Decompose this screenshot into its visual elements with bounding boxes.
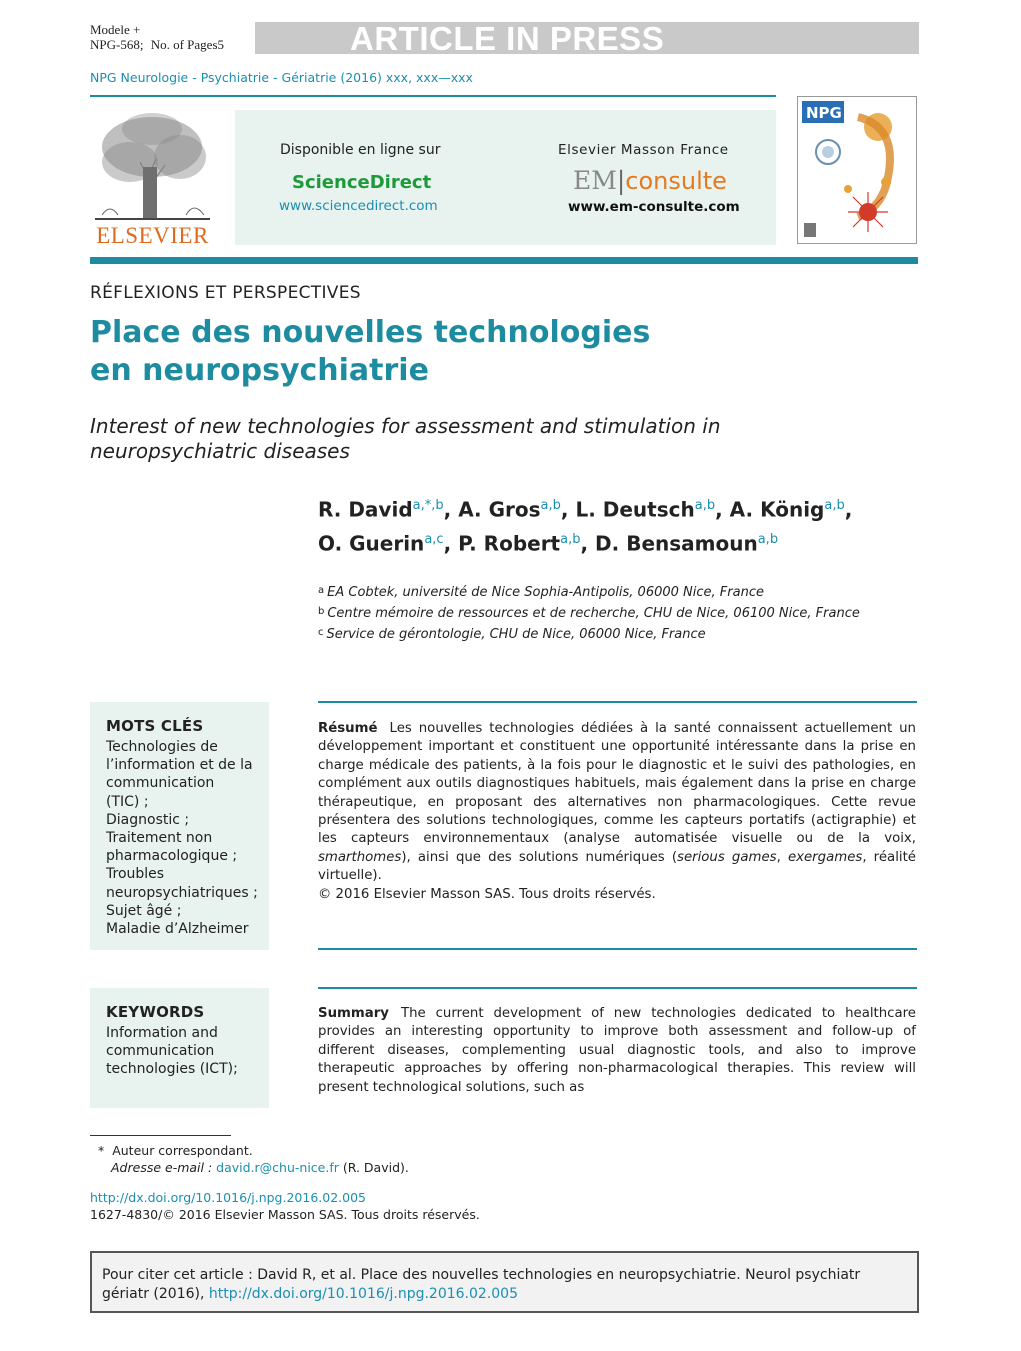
affiliation-text: Centre mémoire de ressources et de recherche, CHU de Nice, 06100 Nice, France bbox=[327, 606, 860, 621]
keyword-line: technologies (ICT); bbox=[106, 1061, 238, 1078]
affiliation-label: c bbox=[318, 627, 324, 638]
citation-doi-link[interactable]: http://dx.doi.org/10.1016/j.npg.2016.02.005 bbox=[208, 1286, 518, 1302]
issn-line: 1627-4830/© 2016 Elsevier Masson SAS. Tous droits réservés. bbox=[90, 1207, 480, 1222]
pages-label: No. of Pages bbox=[150, 37, 218, 52]
citation-text: Pour citer cet article : David R, et al. Place des nouvelles technologies en neuropsychiatrie. Neurol psychiatr gériatr (2016), bbox=[102, 1267, 861, 1302]
keyword-line: Maladie d’Alzheimer bbox=[106, 921, 249, 938]
keywords-en-box bbox=[90, 988, 269, 1108]
subtitle-line-1: Interest of new technologies for assessment and stimulation in bbox=[90, 414, 721, 438]
author-name: R. David bbox=[318, 497, 413, 522]
cover-npg-text: NPG bbox=[806, 104, 842, 122]
summary-top-rule bbox=[318, 987, 917, 989]
author-affiliation-sup[interactable]: a,b bbox=[540, 498, 561, 513]
resume-copyright: © 2016 Elsevier Masson SAS. Tous droits réservés. bbox=[318, 886, 656, 902]
keywords-en-heading: KEYWORDS bbox=[106, 1003, 205, 1021]
em-logo-em: EM bbox=[573, 166, 617, 195]
title-line-2: en neuropsychiatrie bbox=[90, 353, 429, 388]
author-name: A. Gros bbox=[458, 497, 541, 522]
keyword-line: Diagnostic ; bbox=[106, 811, 190, 828]
affiliation-label: b bbox=[318, 606, 325, 617]
author-list: R. David$^{a,*,b}$, A. Gros$^{a,b}$, L. Deutsch$^{a,b}$, A. König$^{a,b}$, O. Guerin$^{a,c}$, P. Robert$^{a,b}$, D. Bensamoun$^{a,b}$ bbox=[318, 497, 853, 556]
footnote-rule bbox=[90, 1135, 231, 1136]
keyword-line: communication bbox=[106, 1043, 215, 1060]
resume-em: smarthomes bbox=[318, 849, 402, 865]
journal-cover-thumbnail[interactable] bbox=[797, 96, 917, 244]
author-name: A. König bbox=[729, 497, 825, 522]
corresponding-author-footnote bbox=[98, 1142, 409, 1176]
article-ref: NPG-568; bbox=[90, 37, 144, 52]
author-affiliation-sup[interactable]: a,b bbox=[560, 531, 581, 547]
modele-label: Modele + bbox=[90, 22, 141, 37]
footnote-corresponding: Auteur correspondant. bbox=[112, 1143, 253, 1158]
em-consulte-logo bbox=[573, 166, 727, 195]
keywords-fr-heading: MOTS CLÉS bbox=[106, 717, 204, 735]
header-top-rule bbox=[90, 95, 776, 97]
citation-box bbox=[90, 1251, 919, 1313]
resume-paragraph bbox=[318, 720, 916, 904]
resume-em: serious games bbox=[677, 849, 777, 865]
affiliation-item bbox=[318, 623, 918, 644]
keywords-en-list bbox=[90, 1021, 269, 1079]
available-online-label: Disponible en ligne sur bbox=[280, 142, 441, 158]
author-affiliation-sup[interactable]: a,c bbox=[424, 531, 444, 547]
em-logo-consulte: consulte bbox=[625, 167, 727, 195]
keywords-fr-list bbox=[90, 735, 269, 938]
footnote-marker: * bbox=[98, 1143, 105, 1158]
resume-text: , bbox=[776, 849, 788, 865]
keyword-line: neuropsychiatriques ; bbox=[106, 884, 258, 901]
affiliation-list bbox=[318, 581, 918, 644]
resume-text: Les nouvelles technologies dédiées à la santé connaissent actuellement un développement important et constituent une opportunité intéressante dans la prise en charge médicale des patients, à la fois pour le diagnostic et le suivi des pathologies, en complément aux outils diagnostiques habituels, mais également dans la prise en charge thérapeutique, en proposant des alternatives non pharmacologiques. Cette revue présentera des solutions technologiques, comme les capteurs portatifs (actigraphie) et les capteurs environnementaux (analyse automatisée visuelle ou de la voix, bbox=[318, 721, 916, 847]
em-consulte-link[interactable]: www.em-consulte.com bbox=[568, 199, 740, 215]
affiliation-label: a bbox=[318, 585, 325, 596]
resume-text: ), ainsi que des solutions numériques ( bbox=[401, 849, 678, 865]
keyword-line: communication bbox=[106, 775, 215, 792]
resume-em: exergames bbox=[787, 849, 863, 865]
title-line-1: Place des nouvelles technologies bbox=[90, 315, 651, 350]
keyword-line: (TIC) ; bbox=[106, 793, 149, 810]
author-name: L. Deutsch bbox=[575, 497, 695, 522]
keyword-line: Information and bbox=[106, 1025, 218, 1041]
affiliation-item bbox=[318, 581, 918, 602]
affiliation-text: EA Cobtek, université de Nice Sophia-Antipolis, 06000 Nice, France bbox=[327, 585, 764, 600]
keyword-line: Troubles bbox=[106, 866, 165, 883]
author-affiliation-sup[interactable]: a,b bbox=[824, 498, 845, 513]
journal-citation-line[interactable]: NPG Neurologie - Psychiatrie - Gériatrie (2016) xxx, xxx—xxx bbox=[90, 70, 473, 85]
em-publisher-label: Elsevier Masson France bbox=[558, 142, 729, 158]
running-header-meta bbox=[90, 22, 250, 52]
email-label: Adresse e-mail : bbox=[111, 1160, 213, 1175]
article-in-press-label: ARTICLE IN PRESS bbox=[350, 20, 665, 57]
author-name: P. Robert bbox=[458, 531, 561, 556]
author-affiliation-sup[interactable]: a,*,b bbox=[412, 498, 444, 513]
affiliation-item bbox=[318, 602, 918, 623]
journal-cover-art bbox=[798, 97, 916, 243]
keywords-fr-box bbox=[90, 702, 269, 950]
author-affiliation-sup[interactable]: a,b bbox=[757, 531, 779, 547]
header-bottom-rule bbox=[90, 257, 918, 264]
resume-top-rule bbox=[318, 701, 917, 703]
section-heading: RÉFLEXIONS ET PERSPECTIVES bbox=[90, 283, 361, 303]
author-name: D. Bensamoun bbox=[595, 531, 758, 556]
elsevier-wordmark: ELSEVIER bbox=[96, 223, 209, 248]
subtitle-line-2: neuropsychiatric diseases bbox=[90, 439, 350, 463]
keyword-line: pharmacologique ; bbox=[106, 848, 238, 865]
keyword-line: l’information et de la bbox=[106, 757, 253, 774]
english-title bbox=[90, 414, 850, 464]
author-affiliation-sup[interactable]: a,b bbox=[694, 498, 716, 513]
author-name: O. Guerin bbox=[318, 531, 425, 556]
summary-text: The current development of new technologies dedicated to healthcare provides an interesting opportunity to improve both assessment and follow-up of different diseases, complementing usual diagnostic tools, and also to improve therapeutic approaches by offering non-pharmacological therapies. This review will present technological solutions, such as bbox=[318, 1006, 916, 1095]
sciencedirect-logo: ScienceDirect bbox=[292, 172, 432, 193]
resume-text: , réalité virtuelle). bbox=[318, 849, 916, 884]
doi-link[interactable]: http://dx.doi.org/10.1016/j.npg.2016.02.005 bbox=[90, 1190, 366, 1205]
em-logo-separator: | bbox=[616, 166, 626, 195]
resume-label: Résumé bbox=[318, 721, 378, 736]
summary-label: Summary bbox=[318, 1006, 389, 1021]
keyword-line: Sujet âgé ; bbox=[106, 902, 182, 919]
sciencedirect-link[interactable]: www.sciencedirect.com bbox=[279, 198, 438, 214]
email-suffix: (R. David). bbox=[342, 1160, 409, 1175]
pages-value: 5 bbox=[217, 37, 224, 52]
resume-bottom-rule bbox=[318, 948, 917, 950]
keyword-line: Technologies de bbox=[106, 739, 218, 755]
summary-paragraph bbox=[318, 1005, 916, 1097]
email-link[interactable]: david.r@chu-nice.fr bbox=[216, 1160, 339, 1175]
keyword-line: Traitement non bbox=[106, 830, 213, 847]
affiliation-text: Service de gérontologie, CHU de Nice, 06000 Nice, France bbox=[326, 627, 706, 642]
article-title bbox=[90, 314, 850, 390]
